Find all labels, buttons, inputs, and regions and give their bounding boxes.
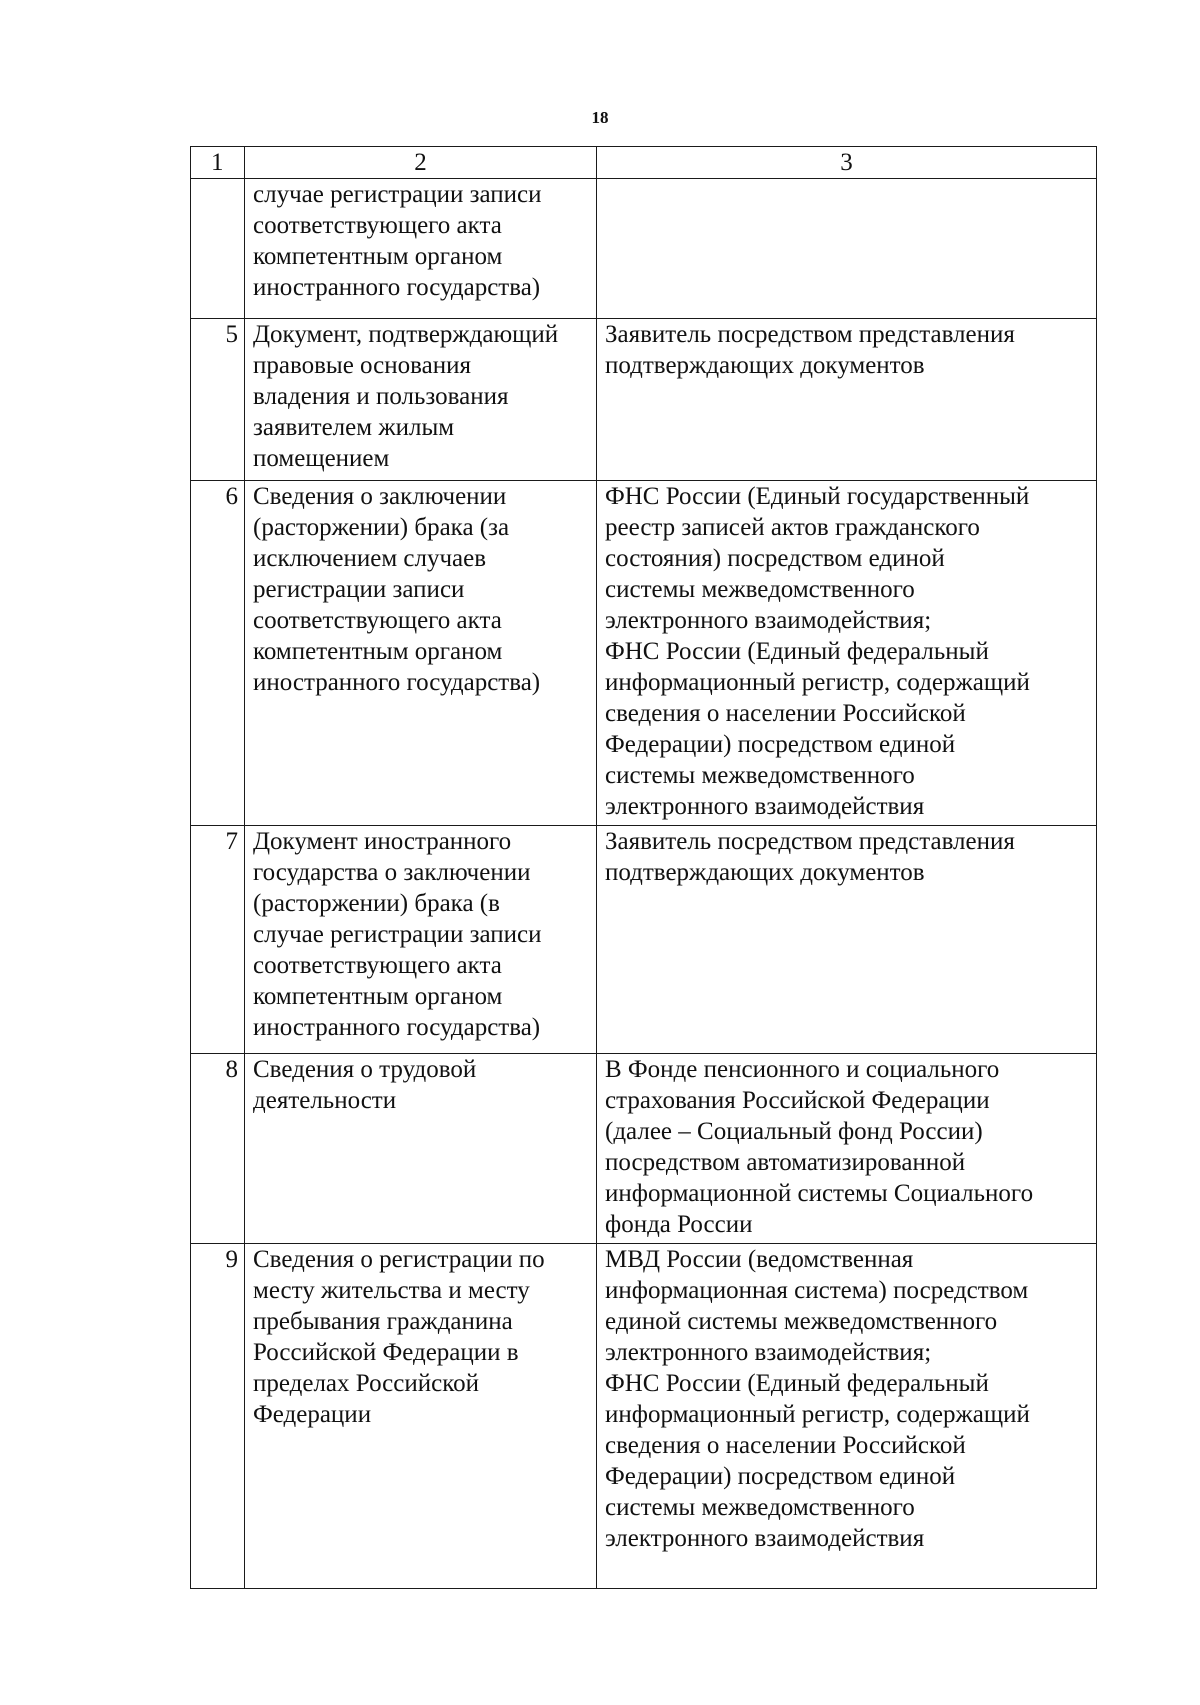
row-number: 7 xyxy=(191,826,245,1054)
source-text: ФНС России (Единый государственный реестр записей актов гражданского состояния) посредством единой системы межведомственного электронного взаимодействия; ФНС России (Единый федеральный информационный регистр, содержащий сведения о населении Российской Федерации) посредством единой системы межведомственного электронного взаимодействия xyxy=(605,483,1030,820)
row-source xyxy=(597,1054,1097,1244)
source-text: В Фонде пенсионного и социального страхования Российской Федерации (далее – Социальный фонд России) посредством автоматизированной информационной системы Социального фонда России xyxy=(605,1056,1034,1238)
row-source xyxy=(597,481,1097,826)
description-text: Сведения о регистрации по месту жительства и месту пребывания гражданина Российской Федерации в пределах Российской Федерации xyxy=(253,1246,545,1428)
row-description xyxy=(245,1244,597,1589)
table-row xyxy=(191,319,1097,481)
row-source xyxy=(597,826,1097,1054)
row-source xyxy=(597,179,1097,319)
table-row xyxy=(191,481,1097,826)
source-text: Заявитель посредством представления подтверждающих документов xyxy=(605,321,1015,379)
row-description xyxy=(245,1054,597,1244)
row-source xyxy=(597,319,1097,481)
description-text: случае регистрации записи соответствующего акта компетентным органом иностранного государства) xyxy=(253,181,542,301)
row-number xyxy=(191,179,245,319)
table-row xyxy=(191,826,1097,1054)
row-number: 8 xyxy=(191,1054,245,1244)
row-description xyxy=(245,481,597,826)
description-text: Документ, подтверждающий правовые основания владения и пользования заявителем жилым помещением xyxy=(253,321,559,472)
documents-table xyxy=(190,146,1097,1589)
description-text: Сведения о заключении (расторжении) брака (за исключением случаев регистрации записи соответствующего акта компетентным органом иностранного государства) xyxy=(253,483,541,696)
source-text: МВД России (ведомственная информационная система) посредством единой системы межведомственного электронного взаимодействия; ФНС России (Единый федеральный информационный регистр, содержащий сведения о населении Российской Федерации) посредством единой системы межведомственного электронного взаимодействия xyxy=(605,1246,1030,1552)
column-number-1: 1 xyxy=(191,147,245,179)
table-header-row xyxy=(191,147,1097,179)
row-number: 9 xyxy=(191,1244,245,1589)
description-text: Документ иностранного государства о заключении (расторжении) брака (в случае регистрации записи соответствующего акта компетентным органом иностранного государства) xyxy=(253,828,542,1041)
page-number: 18 xyxy=(591,108,609,127)
row-number: 5 xyxy=(191,319,245,481)
row-description xyxy=(245,179,597,319)
column-number-2: 2 xyxy=(245,147,597,179)
description-text: Сведения о трудовой деятельности xyxy=(253,1056,477,1114)
row-source xyxy=(597,1244,1097,1589)
table-row xyxy=(191,179,1097,319)
row-description xyxy=(245,826,597,1054)
row-description xyxy=(245,319,597,481)
row-number: 6 xyxy=(191,481,245,826)
table-row xyxy=(191,1244,1097,1589)
column-number-3: 3 xyxy=(597,147,1097,179)
table-row xyxy=(191,1054,1097,1244)
source-text: Заявитель посредством представления подтверждающих документов xyxy=(605,828,1015,886)
